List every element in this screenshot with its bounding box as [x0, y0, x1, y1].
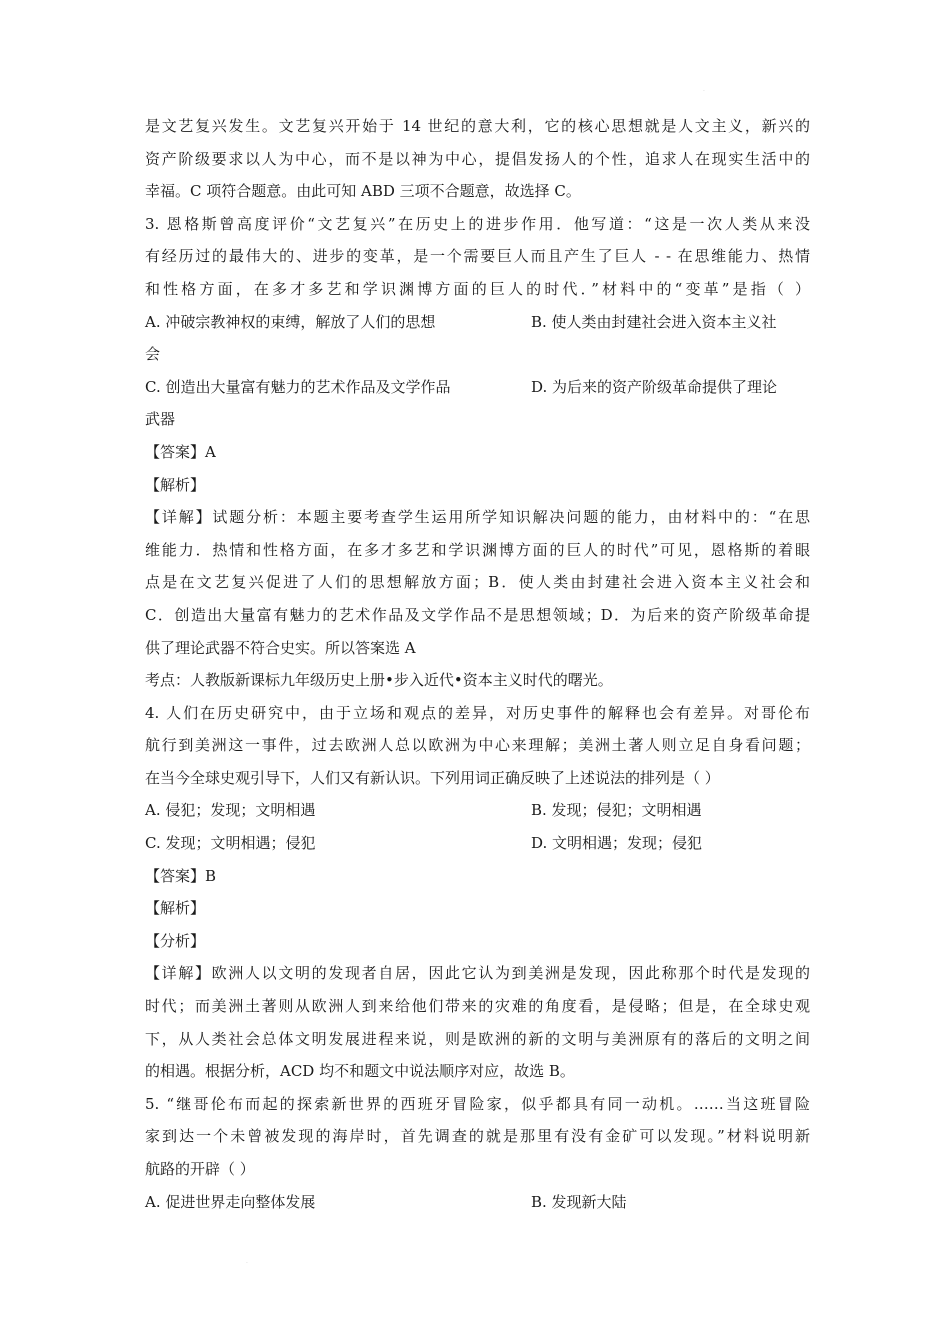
detail-line: 维能力．热情和性格方面，在多才多艺和学识渊博方面的巨人的时代”可见，恩格斯的着眼 [145, 540, 810, 559]
detail-line: C．创造出大量富有魅力的艺术作品及文学作品不是思想领域；D．为后来的资产阶级革命提 [145, 605, 810, 624]
intro-line: 资产阶级要求以人为中心，而不是以神为中心，提倡发扬人的个性，追求人在现实生活中的 [145, 149, 810, 168]
question-3 [145, 208, 810, 697]
detail-line: 供了理论武器不符合史实。所以答案选 A [145, 638, 416, 657]
analysis-label: 【解析】 [145, 899, 206, 918]
scan-speck: . [246, 1258, 248, 1265]
question-stem-line: 在当今全球史观引导下，人们又有新认识。下列用词正确反映了上述说法的排列是（ ） [145, 768, 720, 787]
analysis-label: 【解析】 [145, 475, 206, 494]
scan-speck: . [703, 86, 705, 93]
detail-line: 下，从人类社会总体文明发展进程来说，则是欧洲的新的文明与美洲原有的落后的文明之间 [145, 1029, 810, 1048]
question-stem-line: 家到达一个未曾被发现的海岸时，首先调查的就是那里有没有金矿可以发现。”材料说明新 [145, 1127, 810, 1146]
question-5 [145, 1088, 810, 1218]
detail-line: 【详解】欧洲人以文明的发现者自居，因此它认为到美洲是发现，因此称那个时代是发现的 [145, 964, 810, 983]
option-b: B. 发现新大陆 [531, 1192, 627, 1211]
option-b: B. 使人类由封建社会进入资本主义社 [531, 312, 777, 331]
detail-line: 点是在文艺复兴促进了人们的思想解放方面；B．使人类由封建社会进入资本主义社会和 [145, 573, 810, 592]
answer-label: 【答案】A [145, 442, 216, 461]
page-content [145, 110, 810, 1218]
detail-line: 【详解】试题分析：本题主要考查学生运用所学知识解决问题的能力，由材料中的：“在思 [145, 508, 810, 527]
question-stem-line: 5. “继哥伦布而起的探索新世界的西班牙冒险家，似乎都具有同一动机。……当这班冒险 [145, 1094, 810, 1113]
option-d: D. 文明相遇；发现；侵犯 [531, 834, 703, 853]
question-stem-line: 3. 恩格斯曾高度评价“文艺复兴”在历史上的进步作用．他写道：“这是一次人类从来没 [145, 214, 810, 233]
options-row [145, 1186, 810, 1219]
option-d-continuation: 武器 [145, 410, 176, 429]
option-a: A. 冲破宗教神权的束缚，解放了人们的思想 [145, 312, 436, 331]
question-stem-line: 和性格方面，在多才多艺和学识渊博方面的巨人的时代．”材料中的“变革”是指（ ） [145, 279, 810, 298]
fenxi-label: 【分析】 [145, 931, 206, 950]
options-row [145, 794, 810, 827]
answer-label: 【答案】B [145, 866, 217, 885]
option-a: A. 促进世界走向整体发展 [145, 1192, 316, 1211]
option-a: A. 侵犯；发现；文明相遇 [145, 801, 316, 820]
kaodian-line: 考点：人教版新课标九年级历史上册•步入近代•资本主义时代的曙光。 [145, 671, 613, 690]
question-stem-line: 航行到美洲这一事件，过去欧洲人总以欧洲为中心来理解；美洲土著人则立足自身看问题； [145, 736, 810, 755]
question-stem-line: 有经历过的最伟大的、进步的变革，是一个需要巨人而且产生了巨人 - - 在思维能力、热情 [145, 247, 810, 266]
detail-line: 的相遇。根据分析，ACD 均不和题文中说法顺序对应，故选 B。 [145, 1062, 575, 1081]
option-b: B. 发现；侵犯；文明相遇 [531, 801, 702, 820]
question-stem-line: 航路的开辟（ ） [145, 1160, 255, 1178]
option-c: C. 创造出大量富有魅力的艺术作品及文学作品 [145, 377, 451, 396]
option-d: D. 为后来的资产阶级革命提供了理论 [531, 377, 778, 396]
intro-line: 幸福。C 项符合题意。由此可知 ABD 三项不合题意，故选择 C。 [145, 182, 581, 201]
question-stem-line: 4. 人们在历史研究中，由于立场和观点的差异，对历史事件的解释也会有差异。对哥伦布 [145, 703, 810, 722]
option-b-continuation: 会 [145, 345, 161, 364]
options-row [145, 371, 810, 404]
detail-line: 时代；而美洲土著则从欧洲人到来给他们带来的灾难的角度看，是侵略；但是，在全球史观 [145, 997, 810, 1016]
option-c: C. 发现；文明相遇；侵犯 [145, 834, 316, 853]
options-row [145, 306, 810, 339]
question-4 [145, 697, 810, 1088]
intro-line: 是文艺复兴发生。文艺复兴开始于 14 世纪的意大利，它的核心思想就是人文主义，新兴的 [145, 117, 810, 135]
options-row [145, 827, 810, 860]
